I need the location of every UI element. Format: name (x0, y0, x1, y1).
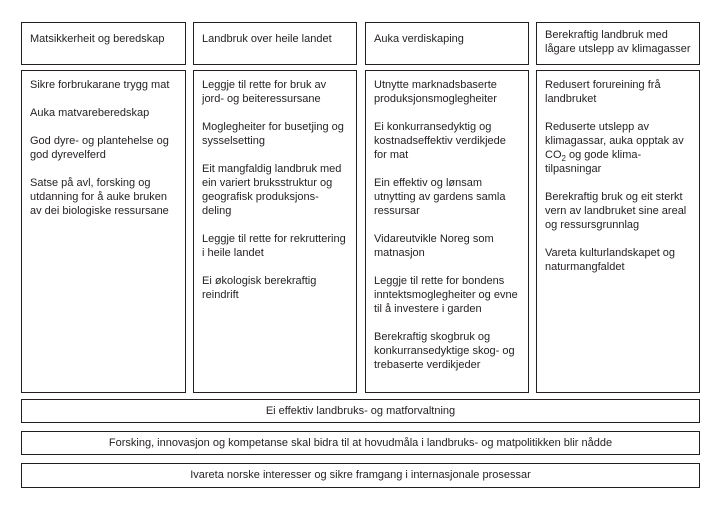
co2-subscript: 2 (561, 154, 566, 163)
goal-title: Landbruk over heile landet (202, 33, 332, 45)
subgoal-item: Vidareutvikle Noreg som matnasjon (374, 233, 494, 259)
co2-text-pre: Reduserte utslepp av klimagassar, auka opptak av CO (545, 121, 684, 161)
subgoals-column-food-security (21, 70, 186, 393)
subgoal-item: Sikre forbrukarane trygg mat (30, 79, 170, 91)
cross-cutting-bar-administration (21, 399, 700, 423)
subgoal-item: Leggje til rette for rekruttering i heile landet (202, 233, 346, 259)
co2-text-post: og gode klima-tilpasningar (545, 149, 642, 175)
goal-box-agriculture-nationwide (193, 22, 357, 65)
subgoal-item: Satse på avl, forsking og utdanning for å auke bruken av dei biologiske ressursane (30, 177, 169, 217)
subgoal-item: Ei økologisk berekraftig reindrift (202, 275, 317, 301)
goal-title: Auka verdiskaping (374, 33, 464, 45)
subgoal-item: Berekraftig skogbruk og konkurransedyktige skog- og trebaserte verdikjeder (374, 331, 515, 371)
goal-box-value-creation (365, 22, 529, 65)
goal-title: Berekraftig landbruk med lågare utslepp av klimagasser (545, 29, 691, 55)
subgoal-item: Berekraftig bruk og eit sterkt vern av landbruket sine areal og ressursgrunnlag (545, 191, 687, 231)
goal-box-sustainable-agriculture (536, 22, 700, 65)
subgoal-item: Utnytte marknadsbaserte produksjonsmoglegheiter (374, 79, 497, 105)
subgoal-item: Leggje til rette for bruk av jord- og beiteressursane (202, 79, 327, 105)
goal-box-food-security (21, 22, 186, 65)
subgoal-item-co2 (545, 120, 691, 176)
subgoal-item: Eit mangfaldig landbruk med ein variert bruksstruktur og geografisk produksjons-deling (202, 163, 342, 217)
subgoal-item: Moglegheiter for busetjing og sysselsetting (202, 121, 344, 147)
subgoal-item: Ei konkurransedyktig og kostnadseffektiv verdikjede for mat (374, 121, 506, 161)
subgoal-item: Redusert forureining frå landbruket (545, 79, 661, 105)
bar-label: Forsking, innovasjon og kompetanse skal bidra til at hovudmåla i landbruks- og matpolitikken blir nådde (108, 437, 613, 449)
subgoal-item: Ein effektiv og lønsam utnytting av gardens samla ressursar (374, 177, 506, 217)
subgoal-item: Leggje til rette for bondens inntektsmoglegheiter og evne til å investere i garden (374, 275, 518, 315)
cross-cutting-bar-international (21, 463, 700, 488)
subgoals-column-sustainable-agriculture (536, 70, 700, 393)
subgoals-column-agriculture-nationwide (193, 70, 357, 393)
subgoal-item: Vareta kulturlandskapet og naturmangfaldet (545, 247, 676, 273)
cross-cutting-bar-research (21, 431, 700, 455)
subgoals-column-value-creation (365, 70, 529, 393)
goal-title: Matsikkerheit og beredskap (30, 33, 165, 45)
subgoal-item: Auka matvareberedskap (30, 107, 150, 119)
bar-label: Ei effektiv landbruks- og matforvaltning (265, 405, 456, 417)
bar-label: Ivareta norske interesser og sikre framgang i internasjonale prosessar (190, 469, 531, 481)
subgoal-item: God dyre- og plantehelse og god dyrevelferd (30, 135, 169, 161)
